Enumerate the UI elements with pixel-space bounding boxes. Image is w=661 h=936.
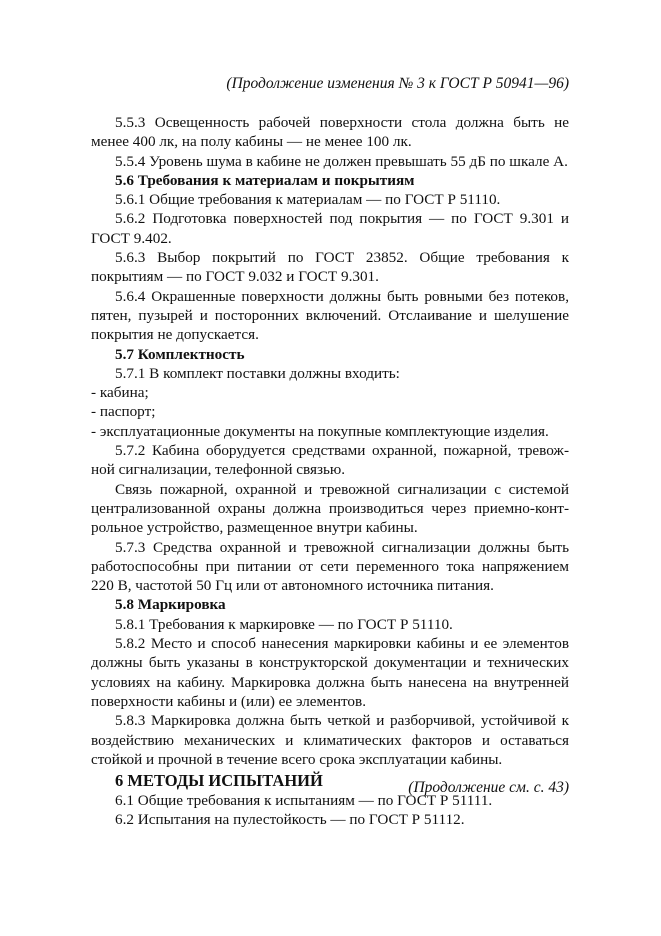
paragraph-5-5-4: 5.5.4 Уровень шума в кабине не должен превышать 55 дБ по шкале А.: [115, 152, 568, 170]
paragraph-5-7-2: 5.7.2 Кабина оборудуется средствами охранной, пожарной, тревожной сигнализации, телефонной связью.: [91, 442, 569, 479]
list-item-cabin: - кабина;: [91, 384, 149, 402]
paragraph-5-6-1: 5.6.1 Общие требования к материалам — по ГОСТ Р 51110.: [115, 191, 501, 209]
list-item-passport: - паспорт;: [91, 403, 156, 421]
paragraph-5-6-4: 5.6.4 Окрашенные поверхности должны быть ровными без потеков, пятен, пузырей и посторонних включений. Отслаивание и шелушение покрытия не допускается.: [91, 287, 569, 344]
paragraph-6-2: 6.2 Испытания на пулестойкость — по ГОСТ Р 51112.: [115, 811, 465, 829]
heading-5-7: 5.7 Комплектность: [115, 345, 245, 363]
paragraph-5-6-3: 5.6.3 Выбор покрытий по ГОСТ 23852. Общие требования к покрытиям — по ГОСТ 9.032 и ГОСТ 9.301.: [91, 249, 569, 286]
document-page: [91, 0, 569, 936]
paragraph-5-8-1: 5.8.1 Требования к маркировке — по ГОСТ Р 51110.: [115, 615, 453, 633]
paragraph-alarm-link: Связь пожарной, охранной и тревожной сигнализации с системой централизованной охраны должна производиться через приемно-контрольное устройство, размещенное внутри кабины.: [91, 480, 569, 537]
page-footer: (Продолжение см. с. 43): [408, 779, 569, 796]
list-item-docs: - эксплуатационные документы на покупные комплектующие изделия.: [91, 422, 549, 440]
paragraph-5-7-3: 5.7.3 Средства охранной и тревожной сигнализации должны быть работоспособны при питании от сети переменного тока напряжением 220 В, частотой 50 Гц или от автономного источника питания.: [91, 538, 569, 595]
paragraph-5-8-2: 5.8.2 Место и способ нанесения маркировки кабины и ее элементов должны быть указаны в конструкторской документации и технических условиях на кабину. Маркировка должна быть нанесена на внутренней поверхности кабины и (или) ее элементов.: [91, 635, 569, 710]
heading-6: 6 МЕТОДЫ ИСПЫТАНИЙ: [115, 771, 323, 791]
paragraph-5-6-2: 5.6.2 Подготовка поверхностей под покрытия — по ГОСТ 9.301 и ГОСТ 9.402.: [91, 210, 569, 247]
paragraph-5-5-3: 5.5.3 Освещенность рабочей поверхности стола должна быть не менее 400 лк, на полу кабины — не менее 100 лк.: [91, 114, 569, 151]
page-header: (Продолжение изменения № 3 к ГОСТ Р 50941—96): [226, 75, 569, 92]
paragraph-6-1: 6.1 Общие требования к испытаниям — по ГОСТ Р 51111.: [115, 792, 493, 810]
document-body: [91, 113, 569, 830]
paragraph-5-7-1: 5.7.1 В комплект поставки должны входить:: [115, 364, 400, 382]
paragraph-5-8-3: 5.8.3 Маркировка должна быть четкой и разборчивой, устойчивой к воздействию механических и климатических факторов и оставаться стойкой и прочной в течение всего срока эксплуатации кабины.: [91, 712, 569, 768]
heading-5-6: 5.6 Требования к материалам и покрытиям: [115, 171, 415, 189]
heading-5-8: 5.8 Маркировка: [115, 596, 226, 614]
